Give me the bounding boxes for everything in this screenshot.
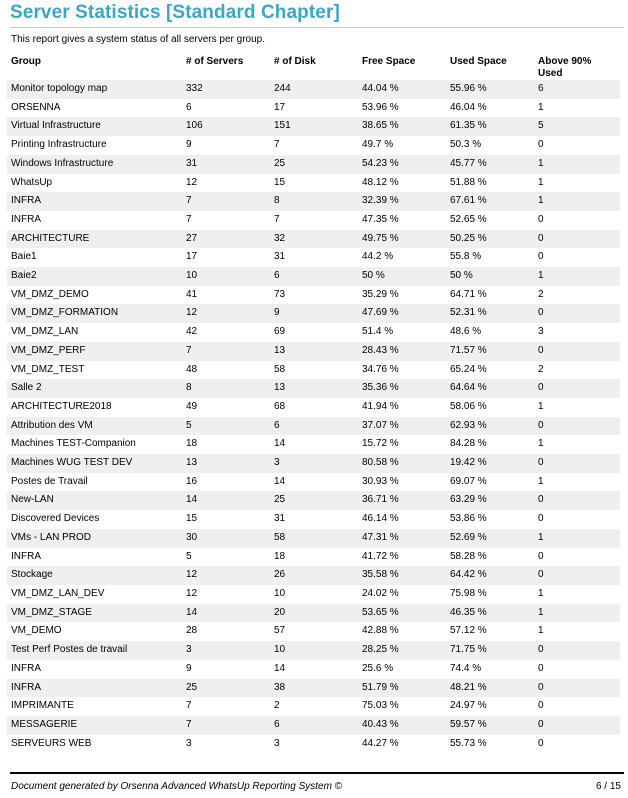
cell-free-space: 51.79 %	[358, 679, 446, 698]
cell-free-space: 53.96 %	[362, 101, 399, 113]
cell-servers: 17	[186, 251, 198, 263]
cell-above-90: 0	[534, 342, 620, 361]
cell-free-space: 15.72 %	[362, 438, 399, 450]
column-header-free-space: Free Space	[362, 56, 416, 67]
cell-servers: 5	[182, 417, 270, 436]
cell-group: SERVEURS WEB	[11, 737, 92, 749]
cell-disk: 6	[270, 417, 358, 436]
cell-servers: 7	[186, 213, 192, 225]
cell-above-90: 1	[538, 101, 544, 113]
column-header-used-space: Used Space	[450, 56, 507, 67]
table-row	[7, 641, 620, 660]
table-row	[7, 491, 620, 510]
cell-above-90: 0	[538, 737, 544, 749]
cell-disk: 25	[270, 491, 358, 510]
cell-servers: 42	[186, 326, 198, 338]
cell-disk: 58	[274, 363, 286, 375]
table-row	[7, 304, 620, 323]
footer-generated-by: Document generated by Orsenna Advanced WhatsUp Reporting System ©	[11, 781, 343, 792]
cell-used-space: 55.73 %	[450, 737, 487, 749]
cell-free-space: 54.23 %	[358, 155, 446, 174]
cell-used-space: 50 %	[446, 267, 534, 286]
cell-used-space: 75.98 %	[450, 587, 487, 599]
cell-free-space: 47.35 %	[362, 213, 399, 225]
cell-used-space: 48.6 %	[450, 326, 482, 338]
cell-group: IMPRIMANTE	[11, 700, 74, 712]
cell-above-90: 0	[538, 700, 544, 712]
cell-above-90: 0	[534, 379, 620, 398]
table-row	[7, 548, 620, 567]
cell-used-space: 55.8 %	[450, 251, 482, 263]
cell-free-space: 46.14 %	[362, 513, 399, 525]
cell-group: Monitor topology map	[7, 80, 182, 99]
table-header	[7, 54, 620, 80]
cell-above-90: 1	[538, 587, 544, 599]
cell-servers: 5	[186, 550, 192, 562]
cell-above-90: 0	[534, 641, 620, 660]
cell-used-space: 52.31 %	[446, 304, 534, 323]
cell-used-space: 46.35 %	[446, 604, 534, 623]
cell-disk: 20	[270, 604, 358, 623]
cell-group: INFRA	[11, 662, 41, 674]
table-row	[7, 735, 620, 754]
cell-disk: 26	[270, 566, 358, 585]
cell-disk: 31	[274, 251, 286, 263]
table-row	[7, 211, 620, 230]
table-header-row	[7, 54, 620, 80]
title-divider	[10, 27, 624, 28]
cell-group: Machines WUG TEST DEV	[7, 454, 182, 473]
cell-used-space: 71.75 %	[446, 641, 534, 660]
cell-disk: 151	[270, 117, 358, 136]
cell-free-space: 50 %	[358, 267, 446, 286]
cell-above-90: 0	[534, 679, 620, 698]
cell-disk: 17	[274, 101, 286, 113]
cell-above-90: 0	[538, 662, 544, 674]
cell-free-space: 49.7 %	[362, 139, 394, 151]
cell-group: Virtual Infrastructure	[7, 117, 182, 136]
cell-used-space: 55.96 %	[446, 80, 534, 99]
cell-free-space: 48.12 %	[362, 176, 399, 188]
cell-servers: 7	[186, 700, 192, 712]
cell-disk: 10	[274, 587, 286, 599]
cell-free-space: 44.27 %	[362, 737, 399, 749]
table-row	[7, 604, 620, 623]
cell-above-90: 0	[538, 513, 544, 525]
cell-disk: 13	[270, 379, 358, 398]
cell-free-space: 35.36 %	[358, 379, 446, 398]
cell-group: INFRA	[7, 192, 182, 211]
cell-servers: 31	[182, 155, 270, 174]
table-row	[7, 435, 620, 454]
cell-above-90: 1	[538, 438, 544, 450]
table-row	[7, 361, 620, 380]
cell-group: ARCHITECTURE	[7, 230, 182, 249]
cell-group: Printing Infrastructure	[11, 139, 107, 151]
cell-group: VM_DMZ_LAN_DEV	[11, 587, 105, 599]
cell-free-space: 37.07 %	[358, 417, 446, 436]
cell-above-90: 0	[538, 213, 544, 225]
cell-used-space: 45.77 %	[446, 155, 534, 174]
cell-servers: 106	[182, 117, 270, 136]
table-row	[7, 716, 620, 735]
cell-free-space: 28.43 %	[358, 342, 446, 361]
table-row	[7, 697, 620, 716]
cell-group: Test Perf Postes de travail	[7, 641, 182, 660]
table-row	[7, 267, 620, 286]
cell-used-space: 51.88 %	[450, 176, 487, 188]
cell-above-90: 1	[538, 625, 544, 637]
cell-servers: 7	[182, 342, 270, 361]
column-header-group: Group	[11, 56, 41, 67]
cell-group: VM_DMZ_LAN	[11, 326, 79, 338]
cell-free-space: 49.75 %	[358, 230, 446, 249]
table-row	[7, 342, 620, 361]
cell-servers: 49	[186, 400, 198, 412]
cell-free-space: 28.25 %	[358, 641, 446, 660]
cell-used-space: 58.06 %	[450, 400, 487, 412]
cell-above-90: 6	[534, 80, 620, 99]
cell-free-space: 53.65 %	[358, 604, 446, 623]
cell-group: Discovered Devices	[11, 513, 100, 525]
cell-used-space: 59.57 %	[446, 716, 534, 735]
cell-disk: 14	[274, 662, 286, 674]
cell-free-space: 24.02 %	[362, 587, 399, 599]
cell-group: Machines TEST-Companion	[11, 438, 136, 450]
cell-used-space: 69.07 %	[450, 475, 487, 487]
footer-divider	[10, 772, 624, 774]
cell-above-90: 5	[534, 117, 620, 136]
table-row	[7, 417, 620, 436]
page-title: Server Statistics [Standard Chapter]	[10, 2, 340, 23]
cell-group: Baie2	[7, 267, 182, 286]
report-description: This report gives a system status of all servers per group.	[11, 34, 265, 45]
cell-servers: 332	[182, 80, 270, 99]
cell-group: VM_DMZ_PERF	[7, 342, 182, 361]
table-row	[7, 117, 620, 136]
page-number: 6 / 15	[595, 781, 621, 792]
cell-servers: 3	[186, 737, 192, 749]
table-row	[7, 286, 620, 305]
table-row	[7, 529, 620, 548]
cell-used-space: 67.61 %	[446, 192, 534, 211]
cell-servers: 13	[182, 454, 270, 473]
cell-servers: 16	[186, 475, 198, 487]
cell-servers: 3	[182, 641, 270, 660]
cell-used-space: 24.97 %	[450, 700, 487, 712]
cell-disk: 3	[270, 454, 358, 473]
cell-disk: 73	[274, 288, 286, 300]
cell-free-space: 44.2 %	[362, 251, 394, 263]
cell-used-space: 64.71 %	[450, 288, 487, 300]
cell-group: Salle 2	[7, 379, 182, 398]
cell-group: New-LAN	[7, 491, 182, 510]
cell-above-90: 3	[538, 326, 544, 338]
column-header-servers: # of Servers	[186, 56, 244, 67]
cell-above-90: 0	[534, 230, 620, 249]
cell-above-90: 1	[534, 267, 620, 286]
cell-disk: 57	[274, 625, 286, 637]
cell-disk: 13	[270, 342, 358, 361]
cell-free-space: 30.93 %	[362, 475, 399, 487]
server-statistics-table	[7, 54, 620, 753]
cell-free-space: 35.29 %	[362, 288, 399, 300]
cell-servers: 9	[186, 139, 192, 151]
cell-servers: 15	[186, 513, 198, 525]
cell-free-space: 41.72 %	[362, 550, 399, 562]
cell-group: VM_DEMO	[11, 625, 62, 637]
cell-group: WhatsUp	[11, 176, 53, 188]
cell-disk: 18	[274, 550, 286, 562]
cell-disk: 68	[274, 400, 286, 412]
cell-above-90: 1	[538, 475, 544, 487]
cell-used-space: 50.3 %	[450, 139, 482, 151]
cell-used-space: 84.28 %	[450, 438, 487, 450]
cell-disk: 7	[274, 213, 280, 225]
cell-free-space: 51.4 %	[362, 326, 394, 338]
cell-free-space: 36.71 %	[358, 491, 446, 510]
table-row	[7, 155, 620, 174]
cell-free-space: 41.94 %	[362, 400, 399, 412]
cell-used-space: 62.93 %	[446, 417, 534, 436]
cell-servers: 12	[182, 566, 270, 585]
table-body	[7, 80, 620, 753]
cell-above-90: 1	[538, 176, 544, 188]
cell-used-space: 19.42 %	[446, 454, 534, 473]
cell-used-space: 57.12 %	[450, 625, 487, 637]
cell-group: ARCHITECTURE2018	[11, 400, 112, 412]
cell-used-space: 46.04 %	[450, 101, 487, 113]
cell-disk: 3	[274, 737, 280, 749]
cell-free-space: 80.58 %	[358, 454, 446, 473]
cell-servers: 18	[186, 438, 198, 450]
cell-above-90: 1	[534, 529, 620, 548]
cell-used-space: 65.24 %	[450, 363, 487, 375]
cell-servers: 25	[182, 679, 270, 698]
cell-group: INFRA	[11, 213, 41, 225]
table-row	[7, 660, 620, 679]
cell-disk: 38	[270, 679, 358, 698]
table-row	[7, 398, 620, 417]
table-row	[7, 585, 620, 604]
cell-disk: 2	[274, 700, 280, 712]
cell-servers: 7	[182, 716, 270, 735]
cell-servers: 48	[186, 363, 198, 375]
cell-free-space: 38.65 %	[358, 117, 446, 136]
column-header-above-90: Above 90% Used	[538, 56, 592, 79]
cell-disk: 6	[270, 267, 358, 286]
cell-above-90: 1	[534, 155, 620, 174]
cell-used-space: 74.4 %	[450, 662, 482, 674]
table-row	[7, 454, 620, 473]
cell-free-space: 47.31 %	[358, 529, 446, 548]
cell-used-space: 64.64 %	[446, 379, 534, 398]
cell-used-space: 61.35 %	[446, 117, 534, 136]
cell-disk: 58	[270, 529, 358, 548]
cell-disk: 15	[274, 176, 286, 188]
cell-above-90: 0	[534, 566, 620, 585]
table-row	[7, 679, 620, 698]
cell-free-space: 47.69 %	[358, 304, 446, 323]
cell-group: ORSENNA	[11, 101, 61, 113]
cell-free-space: 25.6 %	[362, 662, 394, 674]
cell-group: Attribution des VM	[7, 417, 182, 436]
cell-servers: 12	[186, 587, 198, 599]
cell-disk: 8	[270, 192, 358, 211]
table-row	[7, 136, 620, 155]
table-row	[7, 473, 620, 492]
cell-above-90: 0	[538, 251, 544, 263]
cell-group: INFRA	[11, 550, 41, 562]
cell-above-90: 1	[538, 400, 544, 412]
table-row	[7, 230, 620, 249]
cell-disk: 7	[274, 139, 280, 151]
cell-group: MESSAGERIE	[7, 716, 182, 735]
table-row	[7, 622, 620, 641]
cell-above-90: 0	[534, 417, 620, 436]
cell-above-90: 2	[538, 288, 544, 300]
cell-above-90: 1	[534, 192, 620, 211]
cell-servers: 7	[182, 192, 270, 211]
cell-used-space: 71.57 %	[446, 342, 534, 361]
cell-group: Windows Infrastructure	[7, 155, 182, 174]
cell-servers: 30	[182, 529, 270, 548]
table-row	[7, 80, 620, 99]
cell-free-space: 35.58 %	[358, 566, 446, 585]
cell-group: VM_DMZ_STAGE	[7, 604, 182, 623]
cell-used-space: 53.86 %	[450, 513, 487, 525]
cell-group: VM_DMZ_DEMO	[11, 288, 89, 300]
cell-servers: 27	[182, 230, 270, 249]
cell-disk: 9	[270, 304, 358, 323]
cell-free-space: 42.88 %	[362, 625, 399, 637]
table-row	[7, 510, 620, 529]
cell-disk: 31	[274, 513, 286, 525]
cell-servers: 28	[186, 625, 198, 637]
cell-servers: 41	[186, 288, 198, 300]
cell-servers: 12	[182, 304, 270, 323]
cell-group: VMs - LAN PROD	[7, 529, 182, 548]
cell-disk: 32	[270, 230, 358, 249]
column-header-disk: # of Disk	[274, 56, 316, 67]
cell-above-90: 2	[538, 363, 544, 375]
table-row	[7, 174, 620, 193]
cell-used-space: 52.65 %	[450, 213, 487, 225]
cell-above-90: 0	[534, 716, 620, 735]
cell-servers: 6	[186, 101, 192, 113]
cell-servers: 12	[186, 176, 198, 188]
cell-servers: 9	[186, 662, 192, 674]
cell-free-space: 40.43 %	[358, 716, 446, 735]
cell-disk: 69	[274, 326, 286, 338]
cell-used-space: 52.69 %	[446, 529, 534, 548]
cell-group: Postes de Travail	[11, 475, 88, 487]
cell-above-90: 0	[538, 139, 544, 151]
cell-free-space: 75.03 %	[362, 700, 399, 712]
cell-above-90: 0	[534, 454, 620, 473]
cell-servers: 14	[182, 491, 270, 510]
cell-disk: 244	[270, 80, 358, 99]
cell-group: Baie1	[11, 251, 37, 263]
table-row	[7, 566, 620, 585]
cell-above-90: 0	[534, 491, 620, 510]
table-row	[7, 248, 620, 267]
cell-above-90: 0	[538, 550, 544, 562]
cell-group: Stockage	[7, 566, 182, 585]
cell-disk: 14	[274, 438, 286, 450]
cell-group: INFRA	[7, 679, 182, 698]
cell-servers: 10	[182, 267, 270, 286]
cell-above-90: 0	[534, 304, 620, 323]
table-row	[7, 323, 620, 342]
cell-used-space: 48.21 %	[446, 679, 534, 698]
cell-group: VM_DMZ_TEST	[11, 363, 85, 375]
cell-free-space: 44.04 %	[358, 80, 446, 99]
cell-used-space: 58.28 %	[450, 550, 487, 562]
table-row	[7, 192, 620, 211]
cell-disk: 25	[270, 155, 358, 174]
table-row	[7, 379, 620, 398]
cell-free-space: 34.76 %	[362, 363, 399, 375]
cell-servers: 8	[182, 379, 270, 398]
cell-disk: 10	[270, 641, 358, 660]
cell-servers: 14	[182, 604, 270, 623]
cell-used-space: 64.42 %	[446, 566, 534, 585]
cell-free-space: 32.39 %	[358, 192, 446, 211]
cell-used-space: 50.25 %	[446, 230, 534, 249]
cell-above-90: 1	[534, 604, 620, 623]
cell-group: VM_DMZ_FORMATION	[7, 304, 182, 323]
cell-disk: 14	[274, 475, 286, 487]
cell-disk: 6	[270, 716, 358, 735]
cell-used-space: 63.29 %	[446, 491, 534, 510]
table-row	[7, 99, 620, 118]
